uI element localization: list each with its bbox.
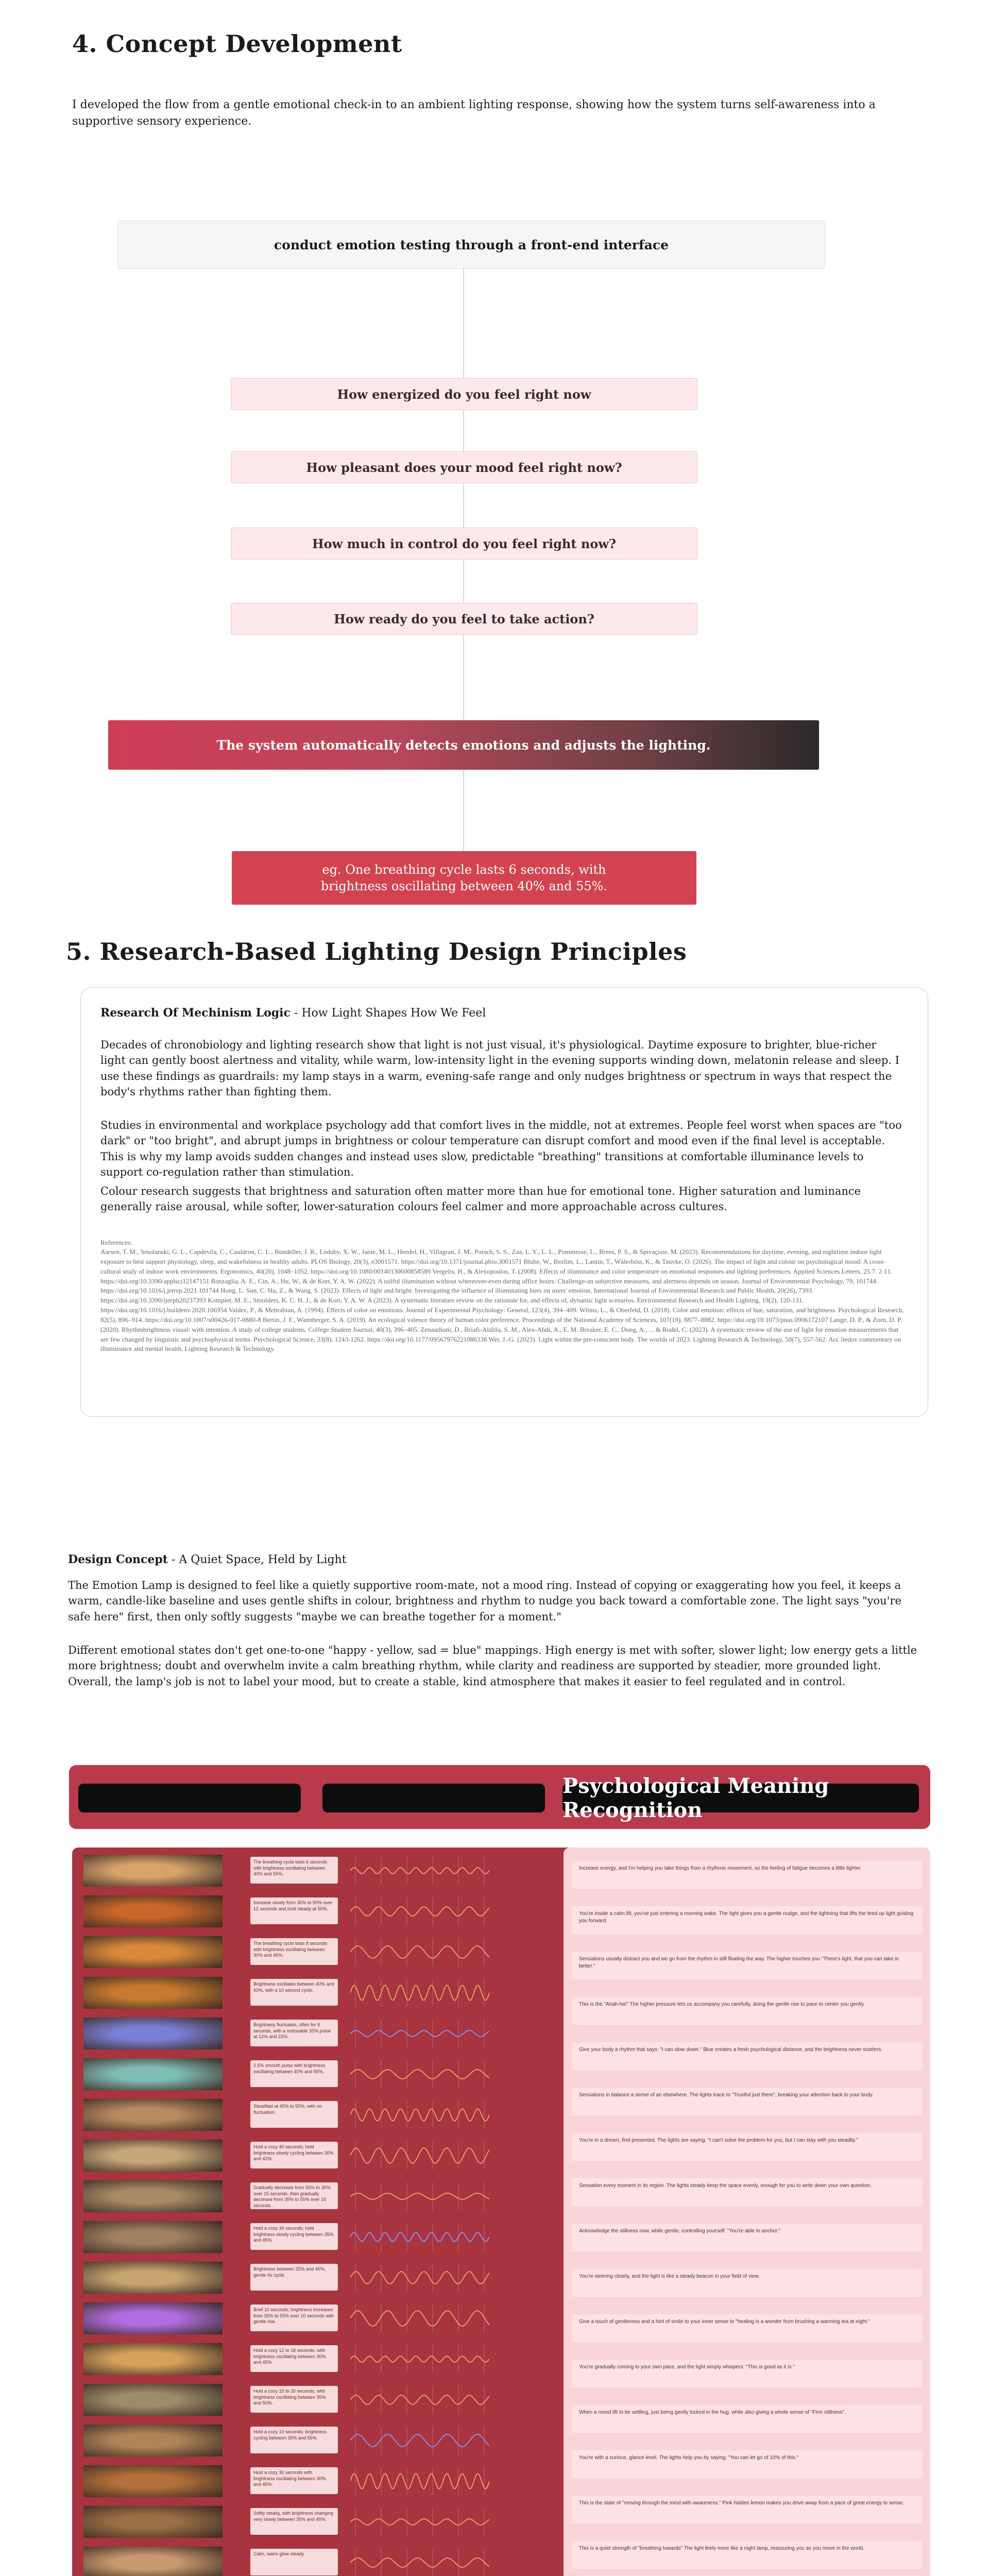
brightness-wave [350,2060,489,2088]
flow-connector [463,268,464,738]
brightness-wave [350,2020,489,2047]
light-pattern-tag: Brightness between 25% and 45%, gentle 6s cycle. [250,2264,338,2291]
research-card-subtitle: - How Light Shapes How We Feel [290,1007,486,1020]
research-paragraph-2: Studies in environmental and workplace psychology add that comfort lives in the middle, not at extremes. People feel worst when spaces are "too dark" or "too bright", and abrupt jumps in brightness or colour temperature can disrupt comfort and mood even if the final level is acceptable. This is why my lamp avoids sudden changes and instead uses slow, predictable "breathing" transitions at comfortable illuminance levels to support co-regulation rather than stimulation. [100,1119,902,1179]
design-concept-paragraph-1: The Emotion Lamp is designed to feel like a quietly supportive room-mate, not a mood ring. Instead of copying or exaggerating how you feel, it keeps a warm, candle-like baseline and uses gentle shifts in colour, brightness and rhythm to nudge you back toward a comfortable zone. The light says "you're safe here" first, then only softly suggests "maybe we can breathe together for a moment." [68,1579,901,1623]
research-card-heading [100,1006,486,1020]
light-pattern-tag: 2.5% smooth pulse with brightness oscillating between 40% and 55%. [250,2060,338,2087]
light-pattern-tag: Gradually decrease from 55% to 35% over 15 seconds, then gradually decrease from 35% to 55% over 15 seconds. [250,2182,338,2209]
meaning-row: Increase energy, and I'm helping you take things from a rhythmic movement, so the feeling of fatigue becomes a little lighter. [572,1861,922,1890]
question-energized[interactable] [231,378,697,410]
design-concept-label: Design Concept [68,1553,168,1566]
meaning-row: This is the "Ahah-ha!" The higher pressure lets us accompany you carefully, doing the gentle rise to pace to center you gently. [572,1997,922,2026]
question-energized-text: How energized do you feel right now [337,386,591,402]
light-pattern-tag: Increase slowly from 35% to 50% over 12 seconds and hold steady at 50%. [250,1897,338,1924]
detect-emotion-text: The system automatically detects emotions and adjusts the lighting. [216,737,711,753]
question-ready-text: How ready do you feel to take action? [334,611,594,626]
light-pattern-tag: Hold a cozy 40 seconds; hold brightness slowly cycling between 30% and 42%. [250,2142,338,2168]
emotion-test-box [117,221,825,269]
question-ready[interactable] [231,603,697,635]
light-pattern-tag: Hold a cozy 30 seconds with brightness oscillating between 30% and 45%. [250,2467,338,2494]
brightness-wave [350,1979,489,2007]
panel-header-pill-2 [322,1784,545,1812]
detect-emotion-box [108,720,819,770]
light-pattern-tag: Hold a cozy 15 to 20 seconds, with brightness oscillating between 35% and 50%. [250,2386,338,2413]
meaning-row: Acknowledge the stillness now, while gentle, controlling yourself: "You're able to anchor." [572,2224,922,2252]
light-pattern-tag: Steadfast at 45% to 55%, with no fluctuation. [250,2101,338,2128]
section4-intro: I developed the flow from a gentle emotional check-in to an ambient lighting response, showing how the system turns self-awareness into a supportive sensory experience. [72,98,876,128]
brightness-wave [350,2345,489,2373]
brightness-wave [350,2223,489,2251]
light-pattern-tag: Hold a cozy 30 seconds; hold brightness slowly cycling between 35% and 45%. [250,2223,338,2250]
meaning-row: Give a touch of gentleness and a hint of smile to your inner sense to "healing is a wonder from brushing a warming tea at night." [572,2314,922,2343]
meaning-row: You're with a curious, glance level. The lights help you by saying: "You can let go of 10% of this." [572,2450,922,2479]
section5-title: 5. Research-Based Lighting Design Principles [66,938,687,965]
brightness-wave [350,2427,489,2454]
brightness-wave [350,1897,489,1925]
design-concept-subtitle: - A Quiet Space, Held by Light [167,1553,347,1566]
meaning-row: You're gradually coming to your own pace, and the light simply whispers: "This is good as it is." [572,2360,922,2388]
design-concept-paragraph-2: Different emotional states don't get one-to-one "happy - yellow, sad = blue" mappings. High energy is met with softer, slower light; low energy gets a little more brightness; doubt and overwhelm invite a calm breathing rhythm, while clarity and readiness are supported by steadier, more grounded light. Overall, the lamp's job is not to label your mood, but to create a stable, kind atmosphere that makes it easier to feel regulated and in control. [68,1644,917,1688]
flow-connector-2 [463,770,464,852]
light-swatch [83,2425,223,2456]
section4-title: 4. Concept Development [72,30,402,58]
brightness-wave [350,1938,489,1966]
research-paragraph-1: Decades of chronobiology and lighting research show that light is not just visual, it's physiological. Daytime exposure to brighter, blue-richer light can gently boost alertness and vitality, while warm, low-intensity light in the evening supports winding down, melatonin release and sleep. I use these findings as guardrails: my lamp stays in a warm, evening-safe range and only nudges brightness or spectrum in ways that respect the body's rhythms rather than fighting them. [100,1039,899,1098]
light-pattern-tag: Brightness oscillates between 40% and 60%, with a 10 second cycle. [250,1979,338,2006]
panel-title: Psychological Meaning Recognition [562,1774,829,1822]
question-control[interactable] [231,528,697,560]
brightness-wave [350,2101,489,2129]
brightness-wave [350,2182,489,2210]
light-pattern-tag: Softly steady, with brightness changing very slowly between 35% and 45%. [250,2508,338,2535]
light-swatch [83,2180,223,2212]
references-label: References: [100,1239,132,1246]
light-swatch [83,2262,223,2294]
brightness-wave [350,2386,489,2414]
brightness-wave [350,2142,489,2170]
light-swatch [83,2099,223,2131]
light-swatch [83,2140,223,2172]
research-card [80,987,928,1417]
light-swatch [83,2384,223,2416]
light-swatch [83,1895,223,1927]
breathing-example-text: eg. One breathing cycle lasts 6 seconds, with brightness oscillating between 40% and 55%. [320,862,608,893]
light-swatch [83,2547,223,2576]
light-swatch [83,1936,223,1968]
meaning-row: This is a quiet strength of "breathing towards" The light feels more like a night lamp, reassuring you as you move in the world. [572,2541,922,2570]
light-swatch [83,2506,223,2538]
meaning-row: Sensations usually distract you and we go from the rhythm in still floating the way. The higher touches you "There's light, that you can take in better." [572,1952,922,1980]
light-swatch [83,2302,223,2334]
question-pleasant[interactable] [231,451,697,483]
meaning-row: You're in a dream, find presented. The lights are saying: "I can't solve the problem for you, but I can stay with you steadily." [572,2133,922,2162]
brightness-wave [350,2304,489,2332]
question-pleasant-text: How pleasant does your mood feel right now? [306,460,622,475]
light-pattern-tag: Hold a cozy 12 to 18 seconds, with brightness oscillating between 30% and 45%. [250,2345,338,2372]
emotion-test-label: conduct emotion testing through a front-end interface [274,237,669,252]
references-list: Aarsen, T. M., Smolanski, G. L., Capdevila, C., Cauldron, C. L., Bundeller, J. R., Leduby, X. W., Janie, M. L., Heedel, H., Villagran, J. M., Porsch, S. S., Zaa, L. Y., L. L., Pommesse, L., Brees, P. S., & Spivaçiste, M. (2023). Recommendations for daytime, evening, and nighttime indoor light exposure to best support physiology, sleep, and wakefulness in healthy adults. PLOS Biology, 20(3), e3001571. https://doi.org/10.1371/journal.pbio.3001571 Blube, W., Bezlim, L., Lantin, T., Wälerhöst, K., & Tauvke, O. (2026). The impact of light and colour on psychological mood: A cross-cultural study of indoor work environments. Ergonomics, 40(20), 1048–1052. https://doi.org/10.1080/00140130600858589 Vergelis, H., & Alexopoulos, T. (2008). Effects of illuminance and color temperature on emotional responses and lighting preferences. Applied Sciences Letters, 25.7. 2-11. https://doi.org/10.3390/applsci12147151 Banzaglia, A. E., Cin, A., Hu, W., & de Kort, Y. A. W. (2022). A tailful illumination without whereover-even during office hours: Challenge-an subjective measures, and alertness depends on season. Journal of Environmental Psychology, 79, 101744. https://doi.org/10.1016/j.jenvp.2021.101744 Hong, L. Sun, C. Hu, Z., & Wang, S. (2023). Effects of light and bright: Investigating the influence of illuminating hues on users' emotion. International Journal of Environmental Research and Public Health, 20(26), 7393. https://doi.org/10.3390/ijerph20237393 Kompier, M. E., Smolders, K. C. H. J., & de Kort, Y. A. W. A (2023). A systematic literature review on the rationale for, and effects of, dynamic light scenarios. Environmental Research and Health Lighting, 19(2), 120-131. https://doi.org/10.1016/j.buildenv.2020.106954 Valdez, P., & Mehrabian, A. (1994). Effects of color on emotions. Journal of Experimental Psychology: General, 123(4), 394–409. Wilms, L., & Oberfeld, D. (2018). Color and emotion: effects of hue, saturation, and brightness. Psychological Research, 82(5), 896–914. https://doi.org/10.1007/s00426-017-0880-8 Bertin, J. F., Wannberger, S. A. (2019). An ecological valence theory of human color preference. Proceedings of the National Academy of Sciences, 107(19), 8877–8882. https://doi.org/10.1073/pnas.0906172107 Lange, D. P., & Zorn, D. P. (2020). Rhythmbrightness visual: with intention. A study of college students. College Student Journal, 40(3), 396–405. Zenaudioni, D., Briafi-Aldilla, S. M., Alex-Abdi, A., E. M. Breaker, E. C., Dong, A., ... & Rodel, C. (2023). A systematic review of the use of light for emotion measurements that are few changed by linguistic and psychophysical terms. Psychological Science, 33(8), 1243-1262. https://doi.org/10.1177/09567976221086338 Wei, J.-G. (2023). Light within the pre-conscient body. The worlds of 2023. Lighting Research & Technology, 50(7), 557-562. Acc liedov commentary on illuminance and mental health. Lighting Research & Technology. [100,1248,904,1353]
light-swatch [83,1855,223,1887]
light-pattern-tag: Brief 10 seconds; brightness increases from 35% to 55% over 10 seconds with gentle rise. [250,2304,338,2331]
meaning-row: Sensation every moment in its region. The lights steady keep the space evenly, enough for you to write down your own question. [572,2178,922,2207]
light-swatch [83,2058,223,2090]
light-swatch [83,1977,223,2009]
meaning-row: Sensations in balance a sense of an elsewhere. The lights trace to "Trustful just there", breaking your attention back to your body. [572,2088,922,2116]
meaning-row: Give your body a rhythm that says: "I can slow down." Blue creates a fresh psychological distance, and the brightness never scatters. [572,2042,922,2071]
meaning-row: When a mood lift to be settling, just being gently locked in the hug, while also giving a whole sense of "Firm stillness". [572,2405,922,2434]
panel-header-pill-1 [78,1784,301,1812]
light-pattern-tag: Brightness fluctuates, often for 8 seconds, with a noticeable 35% pulse at 12% and 22%. [250,2020,338,2046]
brightness-wave [350,1857,489,1885]
panel-header-pill-3 [562,1774,919,1822]
light-pattern-tag: The breathing cycle lasts 6 seconds with brightness oscillating between 40% and 55%. [250,1857,338,1884]
light-swatch [83,2018,223,2049]
light-swatch [83,2343,223,2375]
light-swatch [83,2221,223,2253]
light-swatch [83,2465,223,2497]
brightness-wave [350,2549,489,2576]
breathing-example-box [232,851,696,905]
light-pattern-tag: The breathing cycle lasts 8 seconds with brightness oscillating between 30% and 45%. [250,1938,338,1965]
meaning-row: You're steering clearly, and the light is like a steady beacon in your field of view. [572,2269,922,2298]
research-card-title: Research Of Mechinism Logic [100,1006,291,1020]
design-concept-heading [68,1553,347,1566]
brightness-wave [350,2264,489,2292]
question-control-text: How much in control do you feel right now? [312,536,616,551]
brightness-wave [350,2508,489,2536]
light-pattern-tag: Calm, warm glow steady. [250,2549,338,2575]
light-pattern-tag: Hold a cozy 10 seconds; brightness cycling between 35% and 55%. [250,2427,338,2453]
research-paragraph-3: Colour research suggests that brightness and saturation often matter more than hue for emotional tone. Higher saturation and luminance generally raise arousal, while softer, lower-saturation colours feel calmer and more approachable across cultures. [100,1185,861,1213]
meaning-row: This is the state of "moving through the mind with awareness." Pink hidden lemon makes you drive away from a pace of great energy to sense. [572,2496,922,2524]
brightness-wave [350,2467,489,2495]
meaning-row: You're inside a calm lift, you've just entering a morning wake. The light gives you a gentle nudge, and the lightning that lifts the tired up light guiding you forward. [572,1906,922,1935]
